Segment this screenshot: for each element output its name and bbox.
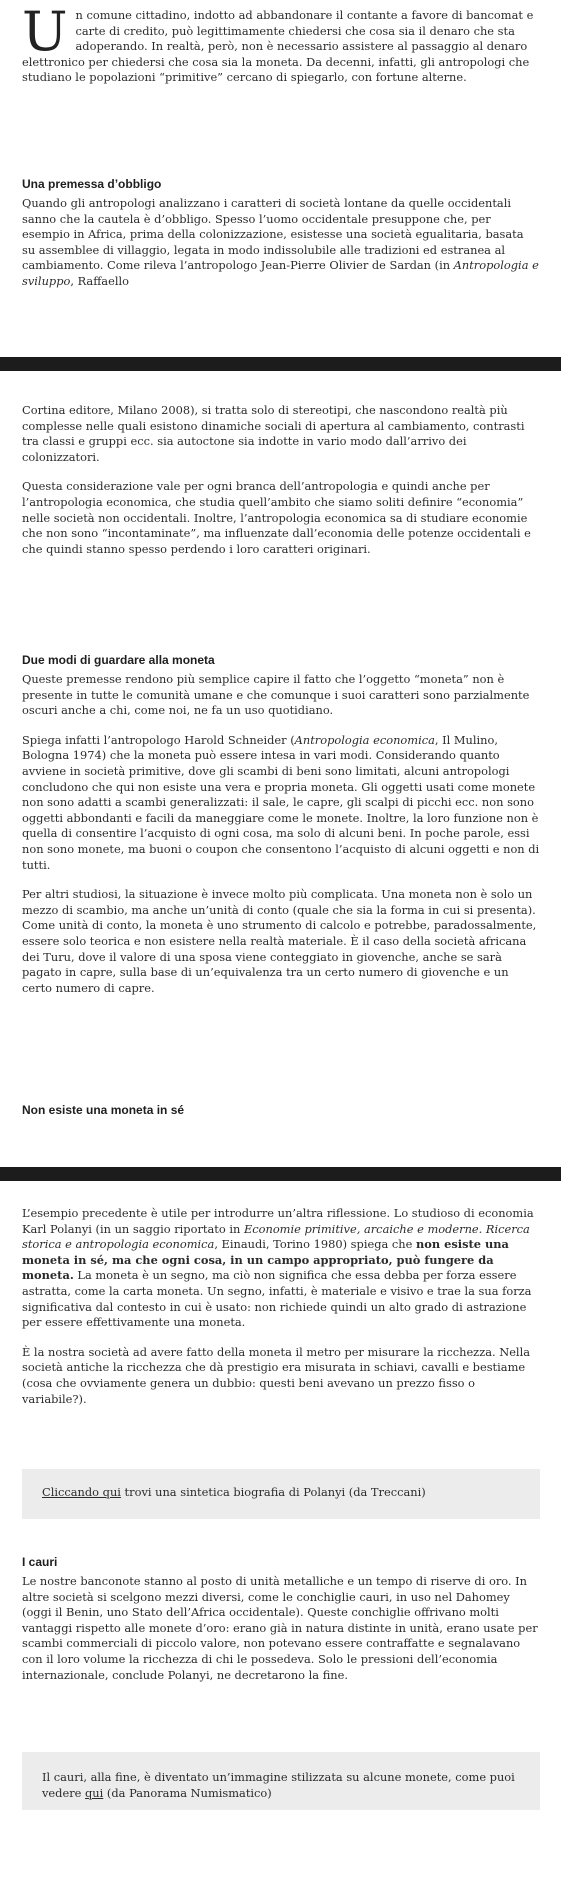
text-run: , Einaudi, Torino 1980) spiega che (214, 1237, 416, 1252)
text-run: Quando gli antropologi analizzano i caratteri di società lontane da quelle occidentali sanno che la cautela è d’obbligo. Spesso l’uomo occidentale presuppone che, per esempio in Africa, prima della colonizzazione, esistesse una società egualitaria, basata su assemblee di villaggio, legata in modo indissolubile alle tradizioni ed estranea al cambiamento. Come rileva l’antropologo Jean-Pierre Olivier de Sardan (in (22, 196, 524, 273)
premessa-paragraph-1-cont: Cortina editore, Milano 2008), si tratta solo di stereotipi, che nascondono realtà più complesse nelle quali esistono dinamiche sociali di apertura al cambiamento, contrasti tra classi e gruppi ecc. sia autoctone sia indotte in vario modo dall’arrivo dei colonizzatori. (22, 403, 525, 464)
section-premessa-cont (22, 403, 540, 557)
dark-band (0, 357, 561, 371)
text-run: Spiega infatti l’antropologo Harold Schneider ( (22, 732, 295, 747)
text-run: , Il Mulino, Bologna 1974) che la moneta può essere intesa in vari modi. Considerando quanto avviene in società primitive, dove gli scambi di beni sono limitati, alcuni antropologi concludono che qui non esiste una vera e propria moneta. Gli oggetti usati come monete non sono adatti a scambi generalizzati: il sale, le capre, gli scalpi di picchi ecc. non sono oggetti abbondanti e facili da maneggiare come le monete. Inoltre, la loro funzione non è quella di consentire l’acquisto di ogni cosa, ma solo di alcuni beni. In poche parole, essi non sono monete, ma buoni o coupon che consentono l’acquisto di alcuni oggetti e non di tutti. (22, 732, 540, 872)
due-modi-paragraph-2 (22, 733, 540, 873)
drop-cap: U (22, 0, 68, 63)
heading-due-modi: Due modi di guardare alla moneta (22, 653, 215, 667)
heading-premessa: Una premessa d’obbligo (22, 177, 162, 191)
book-title: Antropologia economica (294, 732, 435, 747)
intro-paragraph (22, 0, 540, 86)
key-statement: non esiste una moneta in sé, ma che ogni cosa, in un campo appropriato, può fungere da moneta. (22, 1237, 509, 1283)
due-modi-paragraph-1: Queste premesse rendono più semplice capire il fatto che l’oggetto “moneta” non è presente in tutte le comunità umane e che comunque i suoi caratteri sono parzialmente oscuri anche a chi, come noi, ne fa un uso quotidiano. (22, 672, 530, 718)
premessa-paragraph-1 (22, 196, 540, 290)
due-modi-paragraph-3: Per altri studiosi, la situazione è invece molto più complicata. Una moneta non è solo un mezzo di scambio, ma anche un’unità di conto (quale che sia la forma in cui si presenta). Come unità di conto, la moneta è uno strumento di calcolo e potrebbe, paradossalmente, essere solo teorica e non esistere nella realtà materiale. È il caso della società africana dei Turu, dove il valore di una sposa viene conteggiato in giovenche, anche se sarà pagato in capre, sulla base di un’equivalenza tra un certo numero di giovenche e un certo numero di capre. (22, 887, 537, 995)
heading-cauri: I cauri (22, 1555, 58, 1569)
section-premessa (22, 176, 540, 290)
polanyi-callout-text (42, 1485, 520, 1501)
book-title: Economie primitive, arcaiche e moderne. Ricerca storica e antropologia economica (22, 1221, 530, 1252)
text-run: trovi una sintetica biografia di Polanyi (da Treccani) (120, 1485, 426, 1499)
section-non-esiste-heading (22, 1102, 540, 1118)
cauri-paragraph: Le nostre banconote stanno al posto di unità metalliche e un tempo di riserve di oro. In altre società si scelgono mezzi diversi, come le conchiglie cauri, in uso nel Dahomey (oggi il Benin, uno Stato dell’Africa occidentale). Queste conchiglie offrivano molti vantaggi rispetto alle monete d’oro: erano già in natura distinte in unità, erano usate per scambi commerciali di piccolo valore, non potevano essere contraffatte e segnalavano con il loro volume la ricchezza di chi le possedeva. Solo le pressioni dell’economia internazionale, conclude Polanyi, ne decretarono la fine. (22, 1574, 538, 1682)
cauri-callout (22, 1752, 540, 1810)
intro-text: n comune cittadino, indotto ad abbandonare il contante a favore di bancomat e carte di credito, può legittimamente chiedersi che cosa sia il denaro che sta adoperando. In realtà, però, non è necessario assistere al passaggio al denaro elettronico per chiedersi che cosa sia la moneta. Da decenni, infatti, gli antropologi che studiano le popolazioni “primitive” cercano di spiegarlo, con fortune alterne. (22, 8, 534, 85)
polanyi-callout (22, 1469, 540, 1519)
non-esiste-paragraph-2: È la nostra società ad avere fatto della moneta il metro per misurare la ricchezza. Nella società antiche la ricchezza che dà prestigio era misurata in schiavi, cavalli e bestiame (cosa che ovviamente genera un dubbio: questi beni avevano un prezzo fisso o variabile?). (22, 1344, 531, 1406)
text-run: , Raffaello (70, 273, 129, 288)
text-run: La moneta è un segno, ma ciò non significa che essa debba per forza essere astratta, come la carta moneta. Un segno, infatti, è materiale e visivo e trae la sua forza significativa dal contesto in cui è usato: non richiede quindi un alto grado di astrazione per essere effettivamente una moneta. (22, 1268, 532, 1330)
book-title: Antropologia e sviluppo (22, 258, 539, 288)
non-esiste-paragraph-1 (22, 1206, 540, 1331)
section-non-esiste (22, 1206, 540, 1407)
text-run: L’esempio precedente è utile per introdurre un’altra riflessione. Lo studioso di economia Karl Polanyi (in un saggio riportato in (22, 1206, 534, 1236)
cauri-callout-text (42, 1770, 520, 1801)
section-cauri (22, 1554, 540, 1683)
text-run: (da Panorama Numismatico) (103, 1785, 272, 1800)
premessa-paragraph-2: Questa considerazione vale per ogni branca dell’antropologia e quindi anche per l’antropologia economica, che studia quell’ambito che siamo soliti definire “economia” nelle società non occidentali. Inoltre, l’antropologia economica sa di studiare economie che non sono “incontaminate”, ma influenzate dall’economia delle potenze occidentali e che quindi stanno spesso perdendo i loro caratteri originari. (22, 479, 531, 556)
polanyi-link[interactable]: Cliccando qui (42, 1485, 121, 1499)
dark-band (0, 1167, 561, 1181)
heading-non-esiste: Non esiste una moneta in sé (22, 1103, 185, 1117)
numismatico-link[interactable]: qui (85, 1785, 104, 1800)
text-run: Il cauri, alla fine, è diventato un’immagine stilizzata su alcune monete, come puoi vedere (42, 1770, 515, 1800)
section-due-modi (22, 652, 540, 996)
